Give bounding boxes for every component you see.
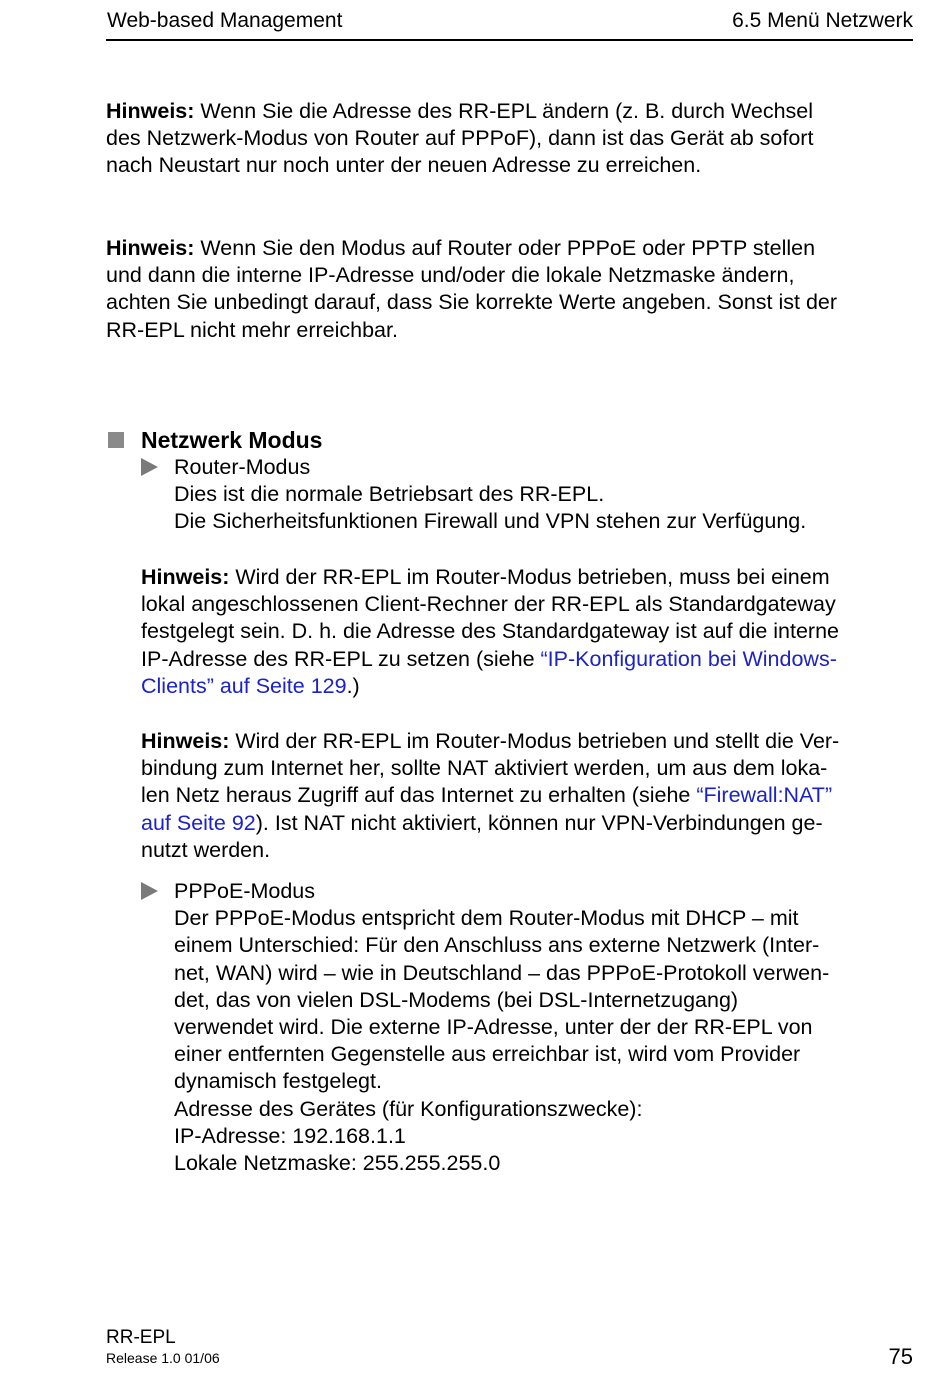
link-firewall-nat[interactable]: “Firewall:NAT” bbox=[696, 783, 833, 808]
page-header bbox=[106, 7, 913, 41]
note-label: Hinweis: bbox=[141, 729, 230, 753]
router-mode-item: Router-Modus Dies ist die normale Betriebsart des RR-EPL. Die Sicherheitsfunktionen Firewall und VPN stehen zur Verfügung. bbox=[174, 455, 807, 534]
note-address-change: Hinweis: Wenn Sie die Adresse des RR-EPL ändern (z. B. durch Wechsel des Netzwerk-Modus von Router auf PPPoF), dann ist das Gerät ab sofort nach Neustart nur noch unter der neuen Adresse zu erreichen. bbox=[106, 99, 814, 178]
link-ip-config-windows[interactable]: “IP-Konfiguration bei Windows- bbox=[540, 646, 837, 671]
link-firewall-nat-page[interactable]: auf Seite 92 bbox=[141, 810, 256, 835]
note-router-mode-warning: Hinweis: Wenn Sie den Modus auf Router oder PPPoE oder PPTP stellen und dann die interne IP-Adresse und/oder die lokale Netzmaske ändern, achten Sie unbedingt darauf, dass Sie korrekte Werte angeben. Sonst ist der RR-EPL nicht mehr erreichbar. bbox=[106, 236, 838, 342]
note-nat: Hinweis: Wird der RR-EPL im Router-Modus betrieben und stellt die Ver- bindung zum Internet her, sollte NAT aktiviert werden, um aus dem loka- len Netz heraus Zugriff auf das Internet zu erhalten (siehe “Firewall:NAT” auf Seite 92). Ist NAT nicht aktiviert, können nur VPN-Verbindungen ge- nutzt werden. bbox=[141, 729, 840, 862]
pppoe-mode-item: PPPoE-Modus Der PPPoE-Modus entspricht dem Router-Modus mit DHCP – mit einem Unterschied: Für den Anschluss ans externe Netzwerk (Inter- net, WAN) wird – wie in Deutschland – das PPPoE-Protokoll verwen- det, das von vielen DSL-Modems (bei DSL-Internetzugang) verwendet wird. Die externe IP-Adresse, unter der der RR-EPL von einer entfernten Gegenstelle aus erreichbar ist, wird vom Provider dynamisch festgelegt. Adresse des Gerätes (für Konfigurationszwecke): IP-Adresse: 192.168.1.1 Lokale Netzmaske: 255.255.255.0 bbox=[174, 879, 830, 1176]
section-title: Netzwerk Modus bbox=[141, 427, 323, 453]
note-label: Hinweis: bbox=[141, 565, 230, 589]
footer-release: Release 1.0 01/06 bbox=[106, 1350, 220, 1366]
header-right: 6.5 Menü Netzwerk bbox=[732, 9, 913, 32]
section-bullet-square-icon bbox=[108, 432, 124, 448]
link-ip-config-windows-page[interactable]: Clients” auf Seite 129 bbox=[141, 673, 347, 698]
footer-product: RR-EPL bbox=[106, 1327, 176, 1348]
note-label: Hinweis: bbox=[106, 99, 195, 123]
arrow-right-icon bbox=[141, 458, 158, 476]
note-label: Hinweis: bbox=[106, 236, 195, 260]
note-standard-gateway: Hinweis: Wird der RR-EPL im Router-Modus betrieben, muss bei einem lokal angeschlossenen Client-Rechner der RR-EPL als Standardgateway festgelegt sein. D. h. die Adresse des Standardgateway ist auf die interne IP-Adresse des RR-EPL zu setzen (siehe “IP-Konfiguration bei Windows- Clients” auf Seite 129.) bbox=[141, 565, 839, 698]
arrow-right-icon bbox=[141, 882, 158, 900]
page-number: 75 bbox=[888, 1344, 913, 1369]
header-left: Web-based Management bbox=[107, 9, 343, 32]
